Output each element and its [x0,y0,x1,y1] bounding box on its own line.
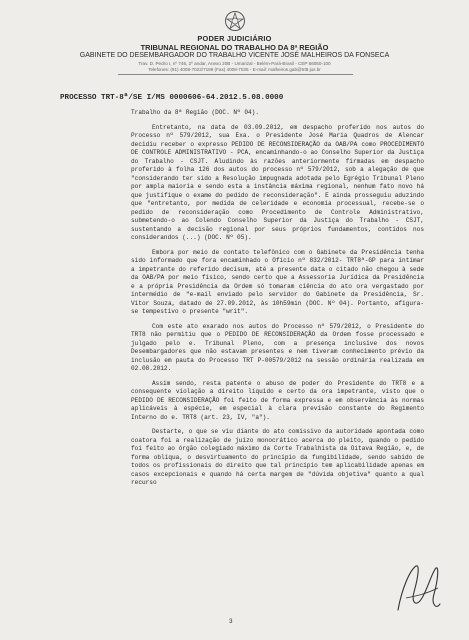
coat-of-arms-emblem [224,10,246,32]
header-org-name: PODER JUDICIÁRIO [197,34,272,43]
header-address: Trav. D. Pedro I, nº 746, 2º andar, Anexo 20B - Umarizal - Belém-Pará-Brasil - CEP 66050-100 [138,61,331,66]
body-text [131,109,424,494]
process-number: PROCESSO TRT-8ª/SE I/MS 0000606-64.2012.5.08.0000 [60,94,284,102]
paragraph: Com este ato exarado nos autos do Processo nº 579/2012, o Presidente do TRT8 não permitiu que o PEDIDO DE RECONSIDERAÇÃO da Ordem fosse processado e julgado pelo e. Tribunal Pleno, com a presença inclusive dos novos Desembargadores que não estavam presentes e nem tiveram conhecimento prévio da inclusão em pauta do Processo TRT P-00579/2012 na sessão ordinária realizada em 02.08.2012. [131,322,424,372]
paragraph: Assim sendo, resta patente o abuso de poder do Presidente do TRT8 e a consequente violação a direito líquido e certo da ora impetrante, visto que o PEDIDO DE RECONSIDERAÇÃO foi feito de forma expressa e em observância às normas aplicáveis à espécie, em especial à clara previsão constante do Regimento Interno do e. TRT8 (art. 23, IV, "a"). [131,379,424,421]
header-court-name: TRIBUNAL REGIONAL DO TRABALHO DA 8ª REGIÃO [140,43,329,52]
header-office-name: GABINETE DO DESEMBARGADOR DO TRABALHO VICENTE JOSÉ MALHEIROS DA FONSECA [79,52,390,59]
page-number: 3 [229,618,233,625]
paragraph: Entretanto, na data de 03.09.2012, em despacho proferido nos autos do Processo nº 579/2012, sua Exa. o Presidente José Maria Quadros de Alencar decidiu receber o expresso PEDIDO DE RECONSIDERAÇÃO da OAB/PA como PROCEDIMENTO DE CONTROLE ADMINISTRATIVO - PCA, encaminhando-o ao Conselho Superior da Justiça do Trabalho - CSJT. Aludindo às razões anteriormente firmadas em despacho proferido à folha 126 dos autos do processo nº 579/2012, sob a alegação de que "considerando ter sido a Resolução impugnada adotada pelo Egrégio Tribunal Pleno por ampla maioria e sendo esta a instância máxima regional, nenhum fato novo há que justifique o exame do pedido de reconsideração". E ainda prosseguiu aduzindo que "entretanto, por medida de celeridade e economia processual, recebe-se o pedido de reconsideração como Procedimento de Controle Administrativo, submetendo-o ao Colendo Conselho Superior da Justiça do Trabalho - CSJT, sustentando a decisão regional por seus próprios fundamentos, contidos nos considerandos (...) (DOC. Nº 05). [131,123,424,241]
header-contact: Telefones: (91) 4008-7022/7199 (Fax) 4008-7035 - E-mail: malheiros.gab@trt8.jus.br [148,67,321,72]
paragraph: Destarte, o que se viu diante do ato comissivo da autoridade apontada como coatora foi a realização de juízo monocrático acerca do pleito, quando o pedido foi feito ao órgão colegiado máximo da Corte Trabalhista da Oitava Região, e, de forma oblíqua, o desvirtuamento do princípio da fungibilidade, sendo sabido de todos os profissionais do direito que tal princípio tem aplicabilidade apenas em casos excepcionais e quando há certa margem de "dúvida objetiva" quanto a qual recurso [131,428,424,486]
paragraph: Embora por meio de contato telefônico com o Gabinete da Presidência tenha sido informado que fora encaminhado o Ofício nº 832/2012- TRT8ª-GP para intimar a impetrante do referido decisum, até a presente data o citado não chegou à sede da OAB/PA por meio físico, sendo certo que a Assessoria Jurídica da Presidência e a própria Presidência da Ordem só tomaram ciência do ato ora vergastado por intermédio de "e-mail enviado pelo servidor do Gabinete da Presidência, Sr. Vitor Souza, datado de 27.09.2012, às 10h59min (DOC. Nº 04). Portanto, afigura-se tempestivo o presente "writ". [131,248,424,315]
paragraph: Trabalho da 8ª Região (DOC. Nº 04). [131,109,259,116]
handwritten-signature [392,558,444,618]
header-divider [118,74,353,75]
